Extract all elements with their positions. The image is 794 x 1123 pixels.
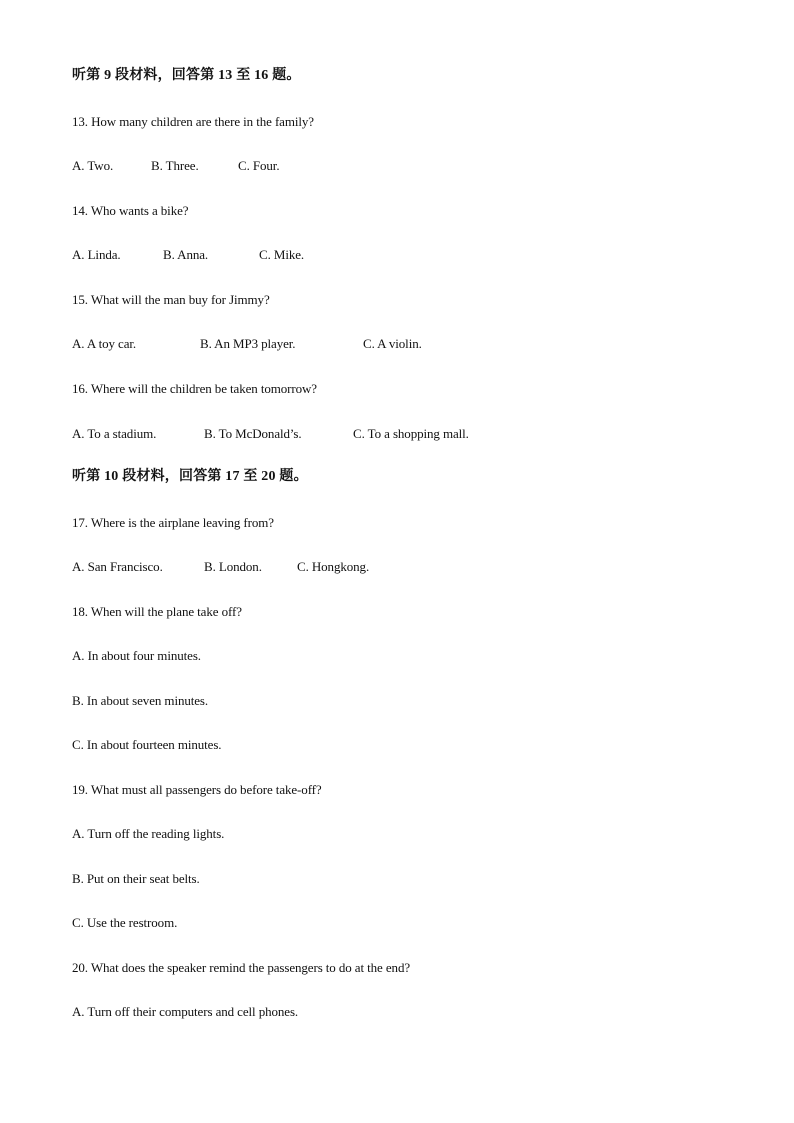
- section-heading-9: 听第 9 段材料，回答第 13 至 16 题。: [72, 68, 301, 83]
- q16-option-b: B. To McDonald’s.: [204, 426, 302, 441]
- question-16: 16. Where will the children be taken tomorrow?: [72, 381, 317, 396]
- section-heading-10: 听第 10 段材料，回答第 17 至 20 题。: [72, 469, 308, 484]
- q13-option-b: B. Three.: [151, 158, 199, 173]
- q15-option-b: B. An MP3 player.: [200, 336, 296, 351]
- q13-option-c: C. Four.: [238, 158, 280, 173]
- q18-option-c: C. In about fourteen minutes.: [72, 737, 222, 752]
- q14-option-a: A. Linda.: [72, 247, 121, 262]
- question-13: 13. How many children are there in the family?: [72, 114, 314, 129]
- q16-option-a: A. To a stadium.: [72, 426, 157, 441]
- q19-option-c: C. Use the restroom.: [72, 915, 178, 930]
- q20-option-a: A. Turn off their computers and cell phones.: [72, 1004, 299, 1019]
- q19-option-b: B. Put on their seat belts.: [72, 871, 200, 886]
- q16-option-c: C. To a shopping mall.: [353, 426, 469, 441]
- q19-option-a: A. Turn off the reading lights.: [72, 826, 225, 841]
- question-17: 17. Where is the airplane leaving from?: [72, 515, 274, 530]
- q15-option-c: C. A violin.: [363, 336, 422, 351]
- question-19: 19. What must all passengers do before take-off?: [72, 782, 322, 797]
- q17-option-c: C. Hongkong.: [297, 559, 370, 574]
- q18-option-b: B. In about seven minutes.: [72, 693, 209, 708]
- q14-option-c: C. Mike.: [259, 247, 305, 262]
- q15-option-a: A. A toy car.: [72, 336, 137, 351]
- question-14: 14. Who wants a bike?: [72, 203, 189, 218]
- question-18: 18. When will the plane take off?: [72, 604, 242, 619]
- q18-option-a: A. In about four minutes.: [72, 648, 201, 663]
- q14-option-b: B. Anna.: [163, 247, 209, 262]
- question-20: 20. What does the speaker remind the passengers to do at the end?: [72, 960, 411, 975]
- q17-option-a: A. San Francisco.: [72, 559, 163, 574]
- question-15: 15. What will the man buy for Jimmy?: [72, 292, 270, 307]
- q17-option-b: B. London.: [204, 559, 262, 574]
- q13-option-a: A. Two.: [72, 158, 114, 173]
